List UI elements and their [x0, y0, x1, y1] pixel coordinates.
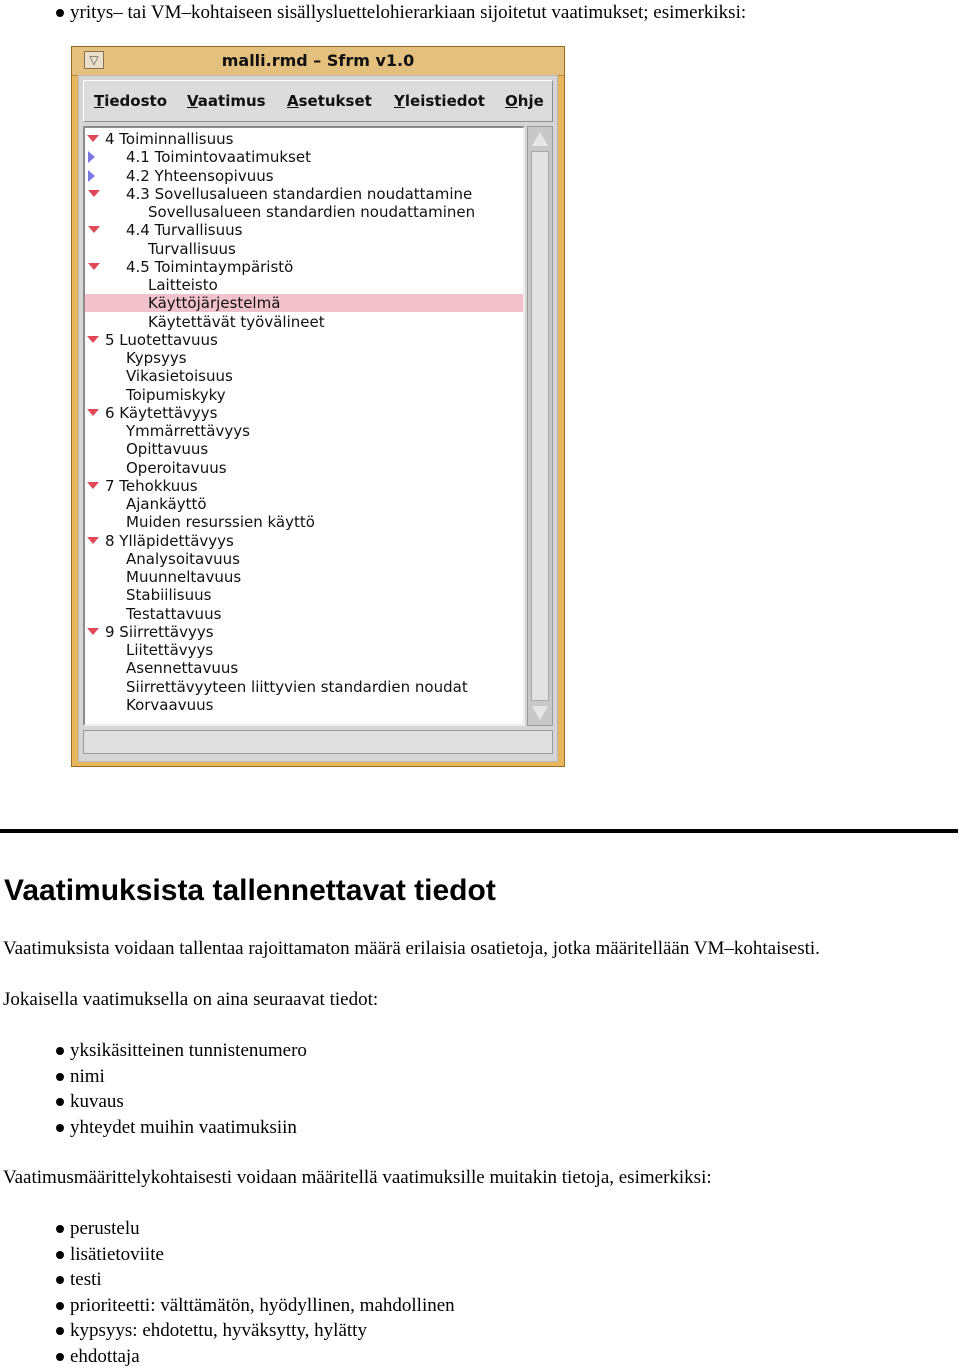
- expanded-triangle-icon[interactable]: [87, 409, 99, 416]
- tree-item-label: Käyttöjärjestelmä: [148, 294, 281, 313]
- list-item: prioriteetti: välttämätön, hyödyllinen, mahdollinen: [0, 1293, 455, 1319]
- tree-item-label: Ajankäyttö: [126, 495, 207, 513]
- expanded-triangle-icon[interactable]: [87, 135, 99, 142]
- tree-item-label: Kypsyys: [126, 349, 187, 367]
- tree-item-label: Muunneltavuus: [126, 568, 242, 586]
- expanded-triangle-icon[interactable]: [88, 190, 100, 197]
- tree-item-label: Analysoitavuus: [126, 549, 240, 568]
- tree-item[interactable]: [85, 495, 523, 513]
- menu-ohje[interactable]: Ohje: [505, 92, 544, 110]
- menu-asetukset[interactable]: Asetukset: [287, 92, 372, 110]
- fields-list: [0, 1038, 307, 1140]
- tree-item-label: Testattavuus: [126, 604, 222, 623]
- collapsed-triangle-icon[interactable]: [88, 170, 95, 182]
- list-item: testi: [0, 1267, 455, 1293]
- tree-item[interactable]: [85, 349, 523, 367]
- tree-item-label: Stabiilisuus: [126, 586, 212, 605]
- tree-item-label: Operoitavuus: [126, 458, 227, 477]
- expanded-triangle-icon[interactable]: [88, 226, 100, 233]
- tree-item-label: Käytettävät työvälineet: [148, 312, 325, 331]
- tree-item[interactable]: [85, 386, 523, 404]
- tree-item-label: 4.5 Toimintaympäristö: [126, 257, 294, 276]
- window-title: malli.rmd – Sfrm v1.0: [221, 51, 415, 70]
- tree-item-label: Turvallisuus: [148, 239, 236, 258]
- tree-item[interactable]: [85, 513, 523, 531]
- list-item: yhteydet muihin vaatimuksiin: [0, 1115, 307, 1141]
- section-heading: Vaatimuksista tallennettavat tiedot: [4, 874, 496, 907]
- window-menu-icon[interactable]: ▽: [84, 51, 104, 69]
- paragraph: Vaatimusmäärittelykohtaisesti voidaan määritellä vaatimuksille muitakin tietoja, esimerkiksi:: [3, 1167, 712, 1188]
- menu-bar: [83, 80, 553, 122]
- tree-item-label: Asennettavuus: [126, 659, 239, 678]
- tree-item-label: Korvaavuus: [126, 695, 214, 714]
- tree-item[interactable]: [85, 331, 523, 349]
- requirements-tree[interactable]: [83, 126, 525, 726]
- tree-item[interactable]: [85, 203, 523, 221]
- horizontal-scrollbar[interactable]: [83, 730, 553, 754]
- tree-item-label: 5 Luotettavuus: [105, 330, 218, 349]
- tree-item[interactable]: [85, 550, 523, 568]
- tree-item[interactable]: [85, 532, 523, 550]
- tree-item[interactable]: [85, 696, 523, 714]
- menu-tiedosto[interactable]: Tiedosto: [94, 92, 167, 110]
- tree-item-label: 7 Tehokkuus: [105, 476, 198, 495]
- tree-item[interactable]: [85, 240, 523, 258]
- expanded-triangle-icon[interactable]: [87, 336, 99, 343]
- tree-item-label: Ymmärrettävyys: [126, 422, 250, 440]
- list-item: yksikäsitteinen tunnistenumero: [0, 1038, 307, 1064]
- tree-item-label: Toipumiskyky: [126, 385, 226, 404]
- tree-item[interactable]: [85, 167, 523, 185]
- menu-yleistiedot[interactable]: Yleistiedot: [394, 92, 485, 110]
- tree-item[interactable]: [85, 422, 523, 440]
- tree-item[interactable]: [85, 605, 523, 623]
- tree-item-label: 4.2 Yhteensopivuus: [126, 166, 274, 185]
- app-window-screenshot: [71, 46, 565, 767]
- list-item: yritys– tai VM–kohtaiseen sisällysluettelohierarkiaan sijoitetut vaatimukset; esimerkiksi:: [0, 0, 746, 26]
- scroll-track[interactable]: [531, 151, 549, 701]
- tree-item-label: Sovellusalueen standardien noudattaminen: [148, 203, 476, 221]
- optional-fields-list: [0, 1216, 455, 1369]
- tree-item-label: Siirrettävyyteen liittyvien standardien noudat: [126, 677, 468, 696]
- tree-item[interactable]: [85, 258, 523, 276]
- section-divider: [0, 829, 958, 833]
- tree-item[interactable]: [85, 459, 523, 477]
- tree-item-label: 4.3 Sovellusalueen standardien noudattamine: [126, 184, 473, 203]
- expanded-triangle-icon[interactable]: [87, 628, 99, 635]
- expanded-triangle-icon[interactable]: [87, 482, 99, 489]
- window-titlebar: [72, 47, 564, 76]
- tree-item-label: Liitettävyys: [126, 641, 214, 659]
- tree-item-label: Opittavuus: [126, 440, 209, 459]
- tree-item[interactable]: [85, 313, 523, 331]
- tree-item[interactable]: [85, 130, 523, 148]
- scroll-down-icon[interactable]: [531, 704, 549, 722]
- list-item: ehdottaja: [0, 1344, 455, 1370]
- tree-item[interactable]: [85, 659, 523, 677]
- vertical-scrollbar[interactable]: [527, 126, 553, 726]
- tree-item[interactable]: [85, 404, 523, 422]
- window-body: [78, 75, 558, 762]
- expanded-triangle-icon[interactable]: [88, 263, 100, 270]
- tree-item[interactable]: [85, 568, 523, 586]
- tree-item-label: Laitteisto: [148, 276, 218, 294]
- list-item: kypsyys: ehdotettu, hyväksytty, hylätty: [0, 1318, 455, 1344]
- tree-item-label: 4 Toiminnallisuus: [105, 130, 234, 148]
- tree-item-label: Vikasietoisuus: [126, 367, 233, 386]
- tree-item[interactable]: [85, 367, 523, 385]
- paragraph: Vaatimuksista voidaan tallentaa rajoittamaton määrä erilaisia osatietoja, jotka määritellään VM–kohtaisesti.: [3, 938, 820, 959]
- intro-list: [0, 0, 746, 26]
- tree-item[interactable]: [85, 276, 523, 294]
- scroll-up-icon[interactable]: [531, 130, 549, 148]
- list-item: lisätietoviite: [0, 1242, 455, 1268]
- menu-vaatimus[interactable]: Vaatimus: [187, 92, 266, 110]
- tree-item-label: Muiden resurssien käyttö: [126, 513, 315, 532]
- tree-item-label: 9 Siirrettävyys: [105, 622, 214, 641]
- tree-item-label: 8 Ylläpidettävyys: [105, 531, 234, 550]
- collapsed-triangle-icon[interactable]: [88, 151, 95, 163]
- expanded-triangle-icon[interactable]: [87, 537, 99, 544]
- tree-item[interactable]: [85, 623, 523, 641]
- tree-item-label: 4.1 Toimintovaatimukset: [126, 148, 311, 167]
- tree-item[interactable]: [85, 148, 523, 166]
- list-item: kuvaus: [0, 1089, 307, 1115]
- list-item: perustelu: [0, 1216, 455, 1242]
- tree-item-label: 4.4 Turvallisuus: [126, 221, 243, 240]
- paragraph: Jokaisella vaatimuksella on aina seuraavat tiedot:: [3, 989, 379, 1010]
- tree-item[interactable]: [85, 221, 523, 239]
- tree-item[interactable]: [85, 477, 523, 495]
- tree-item[interactable]: [85, 440, 523, 458]
- tree-item[interactable]: [85, 185, 523, 203]
- tree-item[interactable]: [85, 294, 523, 312]
- tree-item-label: 6 Käytettävyys: [105, 403, 218, 422]
- list-item: nimi: [0, 1064, 307, 1090]
- tree-item[interactable]: [85, 678, 523, 696]
- tree-item[interactable]: [85, 641, 523, 659]
- tree-item[interactable]: [85, 586, 523, 604]
